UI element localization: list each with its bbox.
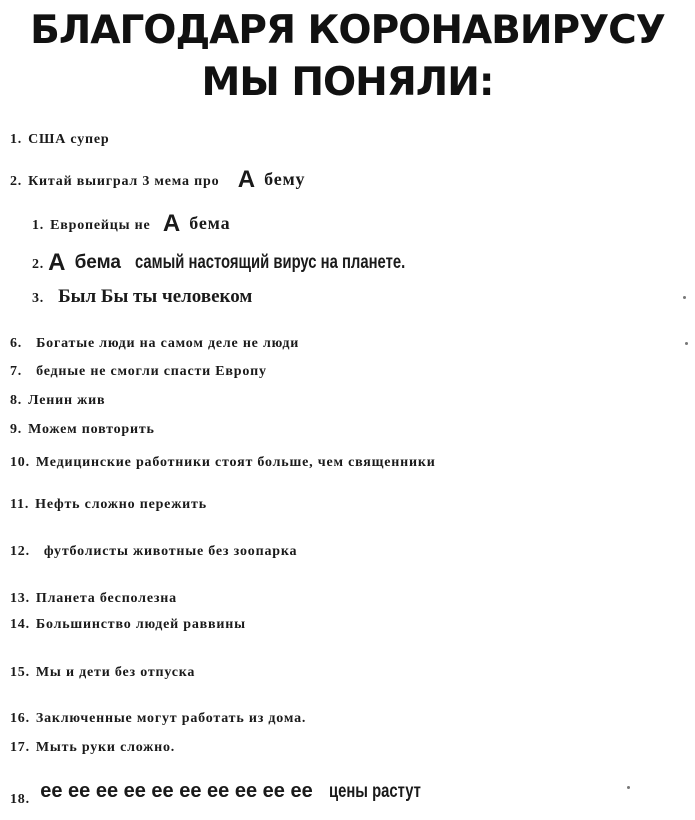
item-number: 10. [10, 455, 30, 470]
list-item [10, 336, 299, 352]
item-number: 7. [10, 364, 23, 379]
item-number: 12. [10, 544, 30, 559]
list-item [10, 364, 267, 380]
item-tail: бема [189, 213, 231, 233]
item-number: 9. [10, 422, 23, 437]
list-item [10, 711, 306, 727]
item-number: 3. [32, 291, 45, 306]
item-text: Большинство людей раввины [35, 617, 246, 632]
item-text: Нефть сложно пережить [35, 497, 207, 512]
item-number: 11. [10, 497, 30, 512]
item-text: ее ее ее ее ее ее ее ее ее ее [40, 780, 313, 802]
item-number: 8. [10, 393, 23, 408]
item-tail: цены растут [329, 781, 421, 802]
big-letter: А [48, 249, 67, 276]
list-item [10, 591, 177, 607]
item-text: Можем повторить [28, 422, 155, 437]
item-number: 2. [32, 257, 45, 272]
item-text: Китай выиграл 3 мема про [28, 174, 220, 189]
item-text: Европейцы не [50, 218, 151, 233]
list-item [10, 393, 105, 409]
scan-speck [683, 296, 686, 299]
list-item [10, 617, 246, 633]
list-item-nested [32, 210, 230, 238]
item-text: США супер [28, 132, 110, 147]
list-item [10, 497, 207, 513]
list-item [10, 780, 447, 808]
item-text: Был Бы ты человеком [58, 286, 253, 307]
item-text: бедные не смогли спасти Европу [36, 364, 267, 379]
meme-title-line-1: БЛАГОДАРЯ КОРОНАВИРУСУ [30, 8, 665, 53]
item-text: Ленин жив [28, 393, 106, 408]
item-tail: бему [264, 169, 306, 189]
item-number: 6. [10, 336, 23, 351]
item-number: 2. [10, 174, 23, 189]
item-number: 1. [10, 132, 23, 147]
item-tail: самый настоящий вирус на планете. [135, 252, 406, 273]
item-text: бема [74, 252, 121, 273]
item-text: Медицинские работники стоят больше, чем священники [35, 455, 436, 470]
list-item-nested [32, 249, 482, 277]
item-text: Заключенные могут работать из дома. [35, 711, 307, 726]
item-number: 17. [10, 740, 30, 755]
big-letter: А [162, 210, 181, 237]
list-item [10, 544, 297, 560]
list-item [10, 166, 305, 194]
item-number: 1. [32, 218, 45, 233]
item-text: Мыть руки сложно. [35, 740, 176, 755]
item-text: Богатые люди на самом деле не люди [36, 336, 300, 351]
list-item [10, 422, 155, 438]
item-number: 18. [10, 792, 30, 807]
list-item [10, 665, 195, 681]
item-text: Мы и дети без отпуска [35, 665, 196, 680]
item-number: 15. [10, 665, 30, 680]
item-number: 16. [10, 711, 30, 726]
list-item [10, 455, 436, 471]
list-item [10, 740, 175, 756]
list-item-nested [32, 286, 252, 308]
scan-speck [685, 342, 688, 345]
scan-speck [627, 786, 630, 789]
list-item [10, 132, 110, 148]
item-text: футболисты животные без зоопарка [43, 544, 298, 559]
item-text: Планета бесполезна [35, 591, 177, 606]
meme-title-line-2: МЫ ПОНЯЛИ: [201, 60, 494, 105]
item-number: 14. [10, 617, 30, 632]
big-letter: А [237, 166, 256, 193]
item-number: 13. [10, 591, 30, 606]
